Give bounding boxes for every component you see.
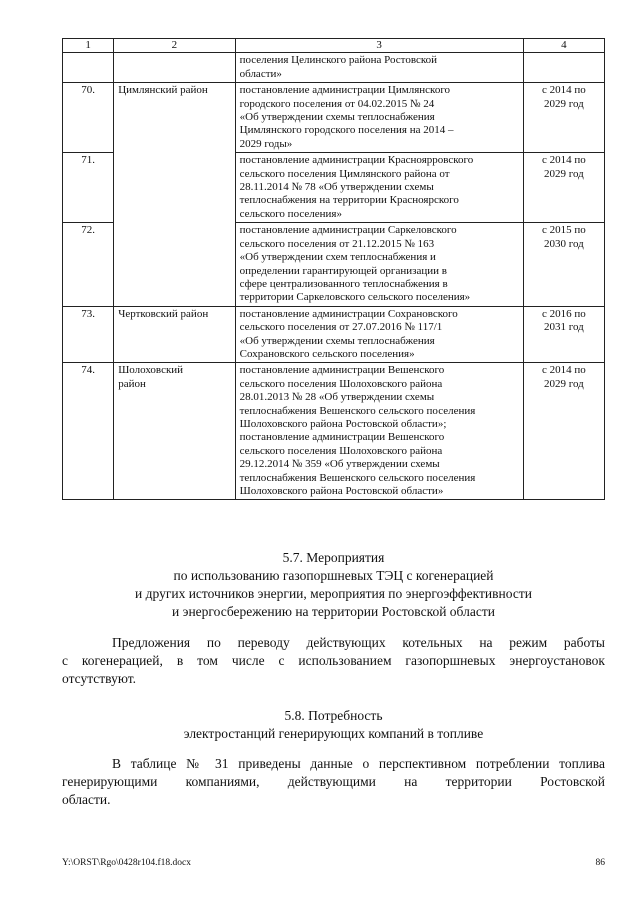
footer-file-path: Y:\ORST\Rgo\0428r104.f18.docx [62,858,191,868]
table-row-73 [63,306,605,363]
row-number: 71. [63,153,114,223]
district-cell: Цимлянский район [114,83,235,307]
row-number: 74. [63,363,114,500]
table-row-continuation [63,53,605,83]
period-cell: с 2015 по 2030 год [523,223,604,306]
section-5-7-paragraph: Предложения по переводу действующих котельных на режим работы с когенерацией, в том числе с использованием газопоршневых энергоустановок отсутствуют. [62,635,605,686]
row-number: 73. [63,306,114,363]
section-5-8-heading: 5.8. Потребность электростанций генерирующих компаний в топливе [183,708,484,741]
document-cell: постановление администрации Вешенского сельского поселения Шолоховского района 28.01.2013 № 28 «Об утверждении схемы теплоснабжения Вешенского сельского поселения Шолоховского района Ростовской области»; постановление администрации Вешенского сельского поселения Шолоховского района 29.12.2014 № 359 «Об утверждении схемы теплоснабжения Вешенского сельского поселения Шолоховского района Ростовской области» [235,363,523,500]
document-cell: постановление администрации Цимлянского городского поселения от 04.02.2015 № 24 «Об утверждении схемы теплоснабжения Цимлянского городского поселения на 2014 – 2029 годы» [235,83,523,153]
header-col-1: 1 [63,39,114,53]
district-cell: Шолоховский район [114,363,235,500]
header-col-2: 2 [114,39,235,53]
header-col-4: 4 [523,39,604,53]
period-cell: с 2014 по 2029 год [523,363,604,500]
header-col-3: 3 [235,39,523,53]
district-cell: Чертковский район [114,306,235,363]
section-5-7-heading: 5.7. Мероприятия по использованию газопоршневых ТЭЦ с когенерацией и других источников энергии, мероприятия по энергоэффективности и энергосбережению на территории Ростовской области [135,550,532,619]
section-5-8-paragraph: В таблице № 31 приведены данные о перспективном потреблении топлива генерирующими компаниями, действующими на территории Ростовской области. [62,756,605,807]
period-cell: с 2014 по 2029 год [523,153,604,223]
row-number: 72. [63,223,114,306]
document-cell: поселения Целинского района Ростовской области» [235,53,523,83]
document-cell: постановление администрации Красноярровского сельского поселения Цимлянского района от 28.11.2014 № 78 «Об утверждении схемы теплоснабжения на территории Красноярского сельского поселения» [235,153,523,223]
page-number: 86 [595,858,605,868]
period-cell: с 2014 по 2029 год [523,83,604,153]
period-cell: с 2016 по 2031 год [523,306,604,363]
table-row-70 [63,83,605,153]
table-row-74 [63,363,605,500]
heat-supply-schemes-table [62,38,605,500]
document-cell: постановление администрации Саркеловского сельского поселения от 21.12.2015 № 163 «Об утверждении схем теплоснабжения и определении гарантирующей организации в сфере централизованного теплоснабжения в территории Саркеловского сельского поселения» [235,223,523,306]
table-header-row [63,39,605,53]
row-number: 70. [63,83,114,153]
document-cell: постановление администрации Сохрановского сельского поселения от 27.07.2016 № 117/1 «Об утверждении схемы теплоснабжения Сохрановского сельского поселения» [235,306,523,363]
